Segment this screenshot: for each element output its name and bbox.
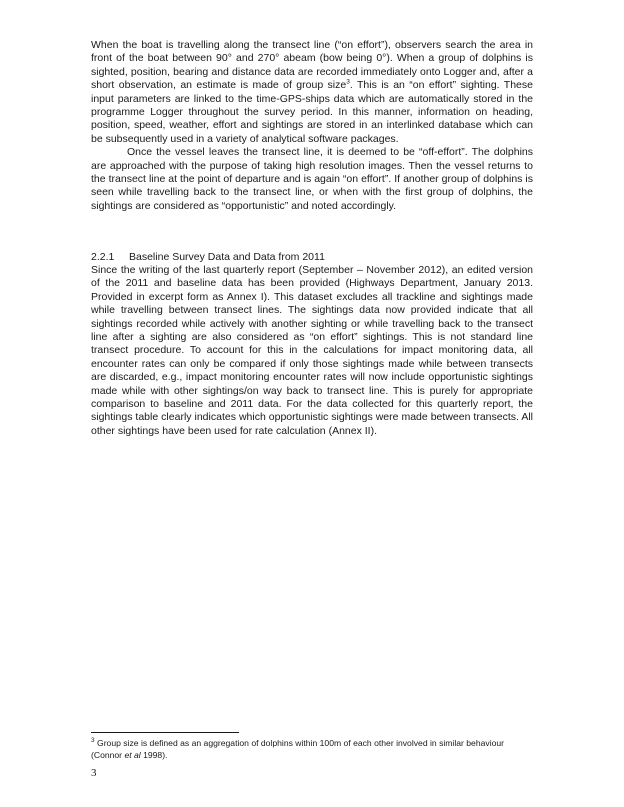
footnote-marker: 3	[91, 737, 95, 745]
section-heading	[91, 251, 325, 264]
baseline-paragraph: Since the writing of the last quarterly report (September – November 2012), an edited version of the 2011 and baseline data has been provided (Highways Department, January 2013. Provided in excerpt form as Annex I). This dataset excludes all trackline and sightings made while travelling between transect lines. The sightings data now provided indicate that all sightings recorded while actively with another sighting or while travelling back to the transect line after a sighting are also considered as “on effort” sightings. This is not standard line transect procedure. To account for this in the calculations for impact monitoring data, all encounter rates can only be compared if only those sightings made while between transects are discarded, e.g., impact monitoring encounter rates will now include opportunistic sightings made while with other sightings/on way back to transect line. This is purely for appropriate comparison to baseline and 2011 data. For the data collected for this quarterly report, the sightings table clearly indicates which opportunistic sightings were made between transects. All other sightings have been used for rate calculation (Annex II).	[91, 264, 533, 437]
footnote-text-end: 1998).	[140, 749, 168, 760]
footnote-reference[interactable]: 3	[346, 78, 350, 86]
methods-paragraph	[91, 39, 533, 213]
page-number: 3	[91, 767, 97, 779]
section-number: 2.2.1	[91, 251, 115, 263]
footnote-separator	[91, 732, 239, 733]
paragraph-text: When the boat is travelling along the transect line (“on effort”), observers search the area in front of the boat between 90° and 270° abeam (bow being 0°). When a group of dolphins is sighted, position, bearing and distance data are recorded immediately onto Logger and, after a short observation, an estimate is made of group size	[91, 39, 533, 92]
footnote	[91, 738, 531, 761]
paragraph-text: . This is an “on effort” sighting. These input parameters are linked to the time-GPS-ships data which are automatically stored in the programme Logger throughout the survey period. In this manner, information on heading, position, speed, weather, effort and sightings are stored in an interlinked database which can be subsequently used in a variety of analytical software packages.	[91, 79, 533, 145]
footnote-text: Group size is defined as an aggregation of dolphins within 100m of each other involved in similar behaviour (Connor	[91, 738, 505, 760]
footnote-italic: et al	[124, 749, 141, 760]
section-title: Baseline Survey Data and Data from 2011	[129, 251, 325, 263]
paragraph-text: Once the vessel leaves the transect line, it is deemed to be “off-effort”. The dolphins are approached with the purpose of taking high resolution images. Then the vessel returns to the transect line at the point of departure and is again “on effort”. If another group of dolphins is seen while travelling back to the transect line, or when with the first group of dolphins, the sightings are considered as “opportunistic” and noted accordingly.	[91, 146, 533, 212]
